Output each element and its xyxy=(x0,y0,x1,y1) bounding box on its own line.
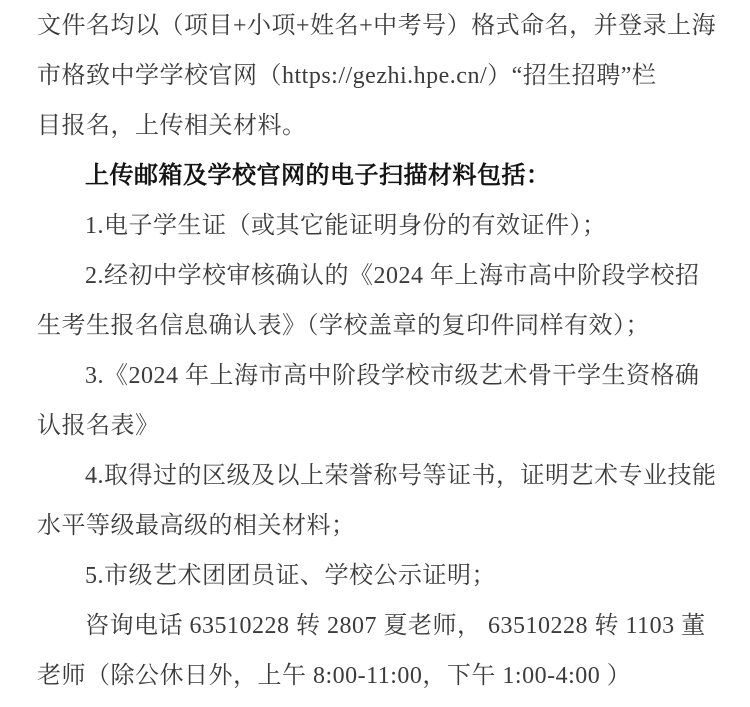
item-4-line-1: 4.取得过的区级及以上荣誉称号等证书，证明艺术专业技能 xyxy=(85,463,717,489)
contact-line-1: 咨询电话 63510228 转 2807 夏老师， 63510228 转 1103 董 xyxy=(85,613,706,639)
materials-heading: 上传邮箱及学校官网的电子扫描材料包括： xyxy=(85,163,551,189)
item-3-line-1: 3.《2024 年上海市高中阶段学校市级艺术骨干学生资格确 xyxy=(85,363,700,389)
item-2-line-2: 生考生报名信息确认表》（学校盖章的复印件同样有效）； xyxy=(37,313,650,339)
item-1-line: 1.电子学生证（或其它能证明身份的有效证件）； xyxy=(85,213,607,239)
intro-line-3: 目报名，上传相关材料。 xyxy=(37,113,307,139)
intro-line-1: 文件名均以（项目+小项+姓名+中考号）格式命名，并登录上海 xyxy=(37,13,717,39)
item-2-line-1: 2.经初中学校审核确认的《2024 年上海市高中阶段学校招 xyxy=(85,263,700,289)
contact-line-2: 老师（除公休日外，上午 8:00-11:00，下午 1:00-4:00 ） xyxy=(37,663,632,689)
item-3-line-2: 认报名表》 xyxy=(37,413,160,439)
intro-line-2-url: 市格致中学学校官网（https://gezhi.hpe.cn/）“招生招聘”栏 xyxy=(37,63,657,89)
item-5-line: 5.市级艺术团团员证、学校公示证明； xyxy=(85,563,496,589)
item-4-line-2: 水平等级最高级的相关材料； xyxy=(37,513,356,539)
